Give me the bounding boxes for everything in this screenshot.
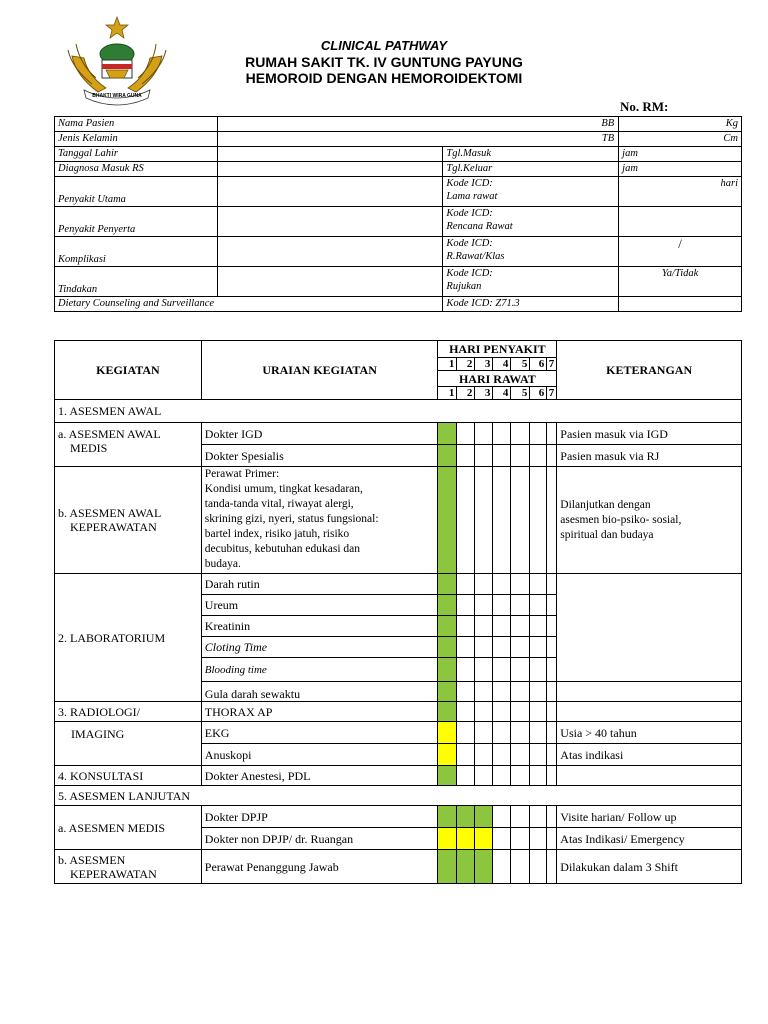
day-cell[interactable] bbox=[530, 744, 547, 766]
label-jam-masuk: jam bbox=[619, 147, 742, 162]
day-cell[interactable] bbox=[511, 616, 530, 637]
day-cell[interactable] bbox=[457, 637, 475, 658]
day-rawat-3: 3 bbox=[475, 387, 493, 400]
uraian-dokter-non-dpjp: Dokter non DPJP/ dr. Ruangan bbox=[201, 828, 438, 850]
day-cell[interactable] bbox=[493, 850, 511, 884]
day-rawat-2: 2 bbox=[457, 387, 475, 400]
ket-ekg: Usia > 40 tahun bbox=[557, 722, 742, 744]
day-cell[interactable] bbox=[475, 744, 493, 766]
uraian-blooding-time: Blooding time bbox=[201, 658, 438, 682]
day-cell[interactable] bbox=[547, 574, 557, 595]
day-cell[interactable] bbox=[493, 682, 511, 702]
day-cell[interactable] bbox=[493, 445, 511, 467]
day-cell[interactable] bbox=[530, 722, 547, 744]
day-cell[interactable] bbox=[547, 467, 557, 574]
day-cell[interactable] bbox=[493, 702, 511, 722]
day-cell[interactable] bbox=[511, 682, 530, 702]
uraian-perawat-primer: Perawat Primer: Kondisi umum, tingkat kesadaran, tanda-tanda vital, riwayat alergi, skrining gizi, nyeri, status fungsional: bartel index, risiko jatuh, risiko decubitus, kebutuhan edukasi dan budaya. bbox=[201, 467, 438, 574]
pathway-table bbox=[54, 340, 742, 884]
day-penyakit-3: 3 bbox=[475, 358, 493, 371]
day-cell[interactable] bbox=[493, 806, 511, 828]
day-cell[interactable] bbox=[475, 595, 493, 616]
day-cell[interactable] bbox=[511, 595, 530, 616]
ket-gula bbox=[557, 682, 742, 702]
day-cell[interactable] bbox=[511, 828, 530, 850]
section-radiologi: 3. RADIOLOGI/ bbox=[55, 702, 202, 722]
unit-kg: Kg bbox=[619, 117, 742, 132]
uraian-dokter-dpjp: Dokter DPJP bbox=[201, 806, 438, 828]
label-lama-rawat: Lama rawat bbox=[446, 191, 498, 202]
pathway-subtitle: HEMOROID DENGAN HEMOROIDEKTOMI bbox=[245, 70, 523, 86]
day-cell[interactable] bbox=[530, 595, 547, 616]
day-cell[interactable] bbox=[530, 574, 547, 595]
label-imaging: IMAGING bbox=[55, 722, 202, 766]
section-laboratorium: 2. LABORATORIUM bbox=[55, 574, 202, 702]
label-diagnosa: Diagnosa Masuk RS bbox=[55, 162, 218, 177]
day-cell[interactable] bbox=[511, 722, 530, 744]
field-diagnosa[interactable] bbox=[217, 162, 443, 177]
day-cell[interactable] bbox=[493, 616, 511, 637]
day-cell[interactable] bbox=[530, 658, 547, 682]
day-cell[interactable] bbox=[547, 595, 557, 616]
ket-perawat-pj: Dilakukan dalam 3 Shift bbox=[557, 850, 742, 884]
day-cell[interactable] bbox=[457, 616, 475, 637]
day-penyakit-2: 2 bbox=[457, 358, 475, 371]
label-kode-icd-4: Kode ICD: bbox=[446, 268, 493, 279]
uraian-gula-darah: Gula darah sewaktu bbox=[201, 682, 438, 702]
field-rawat-klas[interactable]: / bbox=[619, 237, 742, 267]
day-cell[interactable] bbox=[530, 850, 547, 884]
field-penyakit-utama[interactable] bbox=[217, 177, 443, 207]
day-cell[interactable] bbox=[457, 658, 475, 682]
day-cell[interactable] bbox=[457, 766, 475, 786]
day-cell[interactable] bbox=[547, 423, 557, 445]
day-cell[interactable] bbox=[511, 702, 530, 722]
uraian-ureum: Ureum bbox=[201, 595, 438, 616]
day-cell[interactable] bbox=[475, 766, 493, 786]
day-cell[interactable] bbox=[547, 445, 557, 467]
label-kode-icd-5: Kode ICD: Z71.3 bbox=[443, 297, 619, 312]
label-jam-keluar: jam bbox=[619, 162, 742, 177]
ket-rj: Pasien masuk via RJ bbox=[557, 445, 742, 467]
ket-igd: Pasien masuk via IGD bbox=[557, 423, 742, 445]
ket-keperawatan: Dilanjutkan dengan asesmen bio-psiko- sosial, spiritual dan budaya bbox=[557, 467, 742, 574]
day-penyakit-5: 5 bbox=[511, 358, 530, 371]
label-rawat-klas: R.Rawat/Klas bbox=[446, 251, 505, 262]
day-cell[interactable] bbox=[547, 637, 557, 658]
day-cell[interactable] bbox=[457, 595, 475, 616]
ket-non-dpjp: Atas Indikasi/ Emergency bbox=[557, 828, 742, 850]
day-cell[interactable] bbox=[475, 722, 493, 744]
day-cell[interactable] bbox=[530, 445, 547, 467]
ket-laboratorium bbox=[557, 574, 742, 682]
no-rm-label: No. RM: bbox=[620, 99, 669, 114]
day-cell[interactable] bbox=[457, 806, 475, 828]
label-penyakit-utama: Penyakit Utama bbox=[55, 177, 218, 207]
day-cell[interactable] bbox=[547, 658, 557, 682]
label-tgl-keluar: Tgl.Keluar bbox=[443, 162, 619, 177]
day-cell[interactable] bbox=[438, 658, 457, 682]
day-cell[interactable] bbox=[530, 766, 547, 786]
day-cell[interactable] bbox=[457, 850, 475, 884]
label-penyakit-penyerta: Penyakit Penyerta bbox=[55, 207, 218, 237]
day-cell[interactable] bbox=[530, 702, 547, 722]
day-cell[interactable] bbox=[493, 467, 511, 574]
page-title: CLINICAL PATHWAY bbox=[320, 38, 448, 53]
field-rencana-rawat[interactable] bbox=[619, 207, 742, 237]
day-cell[interactable] bbox=[547, 850, 557, 884]
day-cell[interactable] bbox=[493, 828, 511, 850]
day-cell[interactable] bbox=[438, 828, 457, 850]
field-rujukan[interactable]: Ya/Tidak bbox=[619, 267, 742, 297]
day-cell[interactable] bbox=[547, 744, 557, 766]
header-hari-rawat: HARI RAWAT bbox=[438, 371, 557, 387]
label-kode-icd-1: Kode ICD: bbox=[446, 178, 493, 189]
day-cell[interactable] bbox=[511, 445, 530, 467]
day-rawat-6: 6 bbox=[530, 387, 547, 400]
day-cell[interactable] bbox=[511, 574, 530, 595]
uraian-kreatinin: Kreatinin bbox=[201, 616, 438, 637]
day-rawat-7: 7 bbox=[547, 387, 557, 400]
day-cell[interactable] bbox=[475, 702, 493, 722]
day-cell[interactable] bbox=[547, 722, 557, 744]
day-cell[interactable] bbox=[457, 445, 475, 467]
day-cell[interactable] bbox=[457, 828, 475, 850]
uraian-thorax: THORAX AP bbox=[201, 702, 438, 722]
uraian-ekg: EKG bbox=[201, 722, 438, 744]
day-cell[interactable] bbox=[511, 637, 530, 658]
day-cell[interactable] bbox=[438, 682, 457, 702]
day-cell[interactable] bbox=[438, 595, 457, 616]
day-cell[interactable] bbox=[475, 682, 493, 702]
ket-dpjp: Visite harian/ Follow up bbox=[557, 806, 742, 828]
day-cell[interactable] bbox=[530, 682, 547, 702]
uraian-dokter-spesialis: Dokter Spesialis bbox=[201, 445, 438, 467]
day-cell[interactable] bbox=[438, 423, 457, 445]
day-rawat-4: 4 bbox=[493, 387, 511, 400]
day-cell[interactable] bbox=[547, 806, 557, 828]
label-tanggal-lahir: Tanggal Lahir bbox=[55, 147, 218, 162]
hospital-name: RUMAH SAKIT TK. IV GUNTUNG PAYUNG bbox=[245, 54, 523, 70]
patient-info-table bbox=[54, 116, 742, 312]
label-jenis-kelamin: Jenis Kelamin bbox=[55, 132, 218, 147]
day-cell[interactable] bbox=[475, 445, 493, 467]
day-penyakit-6: 6 bbox=[530, 358, 547, 371]
day-cell[interactable] bbox=[475, 423, 493, 445]
day-rawat-1: 1 bbox=[438, 387, 457, 400]
label-tindakan: Tindakan bbox=[55, 267, 218, 297]
day-cell[interactable] bbox=[438, 445, 457, 467]
day-penyakit-7: 7 bbox=[547, 358, 557, 371]
day-cell[interactable] bbox=[438, 722, 457, 744]
day-rawat-5: 5 bbox=[511, 387, 530, 400]
field-penyakit-penyerta[interactable] bbox=[217, 207, 443, 237]
day-cell[interactable] bbox=[530, 423, 547, 445]
uraian-anestesi: Dokter Anestesi, PDL bbox=[201, 766, 438, 786]
label-asesmen-awal-keperawatan: b. ASESMEN AWAL KEPERAWATAN bbox=[55, 467, 202, 574]
day-cell[interactable] bbox=[493, 423, 511, 445]
day-cell[interactable] bbox=[457, 423, 475, 445]
header-kegiatan: KEGIATAN bbox=[55, 341, 202, 400]
day-cell[interactable] bbox=[530, 467, 547, 574]
field-nama-pasien[interactable] bbox=[217, 117, 618, 132]
day-cell[interactable] bbox=[457, 702, 475, 722]
day-cell[interactable] bbox=[530, 616, 547, 637]
day-cell[interactable] bbox=[511, 658, 530, 682]
field-jenis-kelamin[interactable] bbox=[217, 132, 618, 147]
day-cell[interactable] bbox=[511, 766, 530, 786]
day-cell[interactable] bbox=[475, 637, 493, 658]
day-cell[interactable] bbox=[493, 766, 511, 786]
label-kode-icd-2: Kode ICD: bbox=[446, 208, 493, 219]
ket-konsultasi bbox=[557, 766, 742, 786]
day-cell[interactable] bbox=[457, 574, 475, 595]
day-cell[interactable] bbox=[438, 702, 457, 722]
day-cell[interactable] bbox=[493, 595, 511, 616]
label-rencana-rawat: Rencana Rawat bbox=[446, 221, 513, 232]
label-kode-icd-3: Kode ICD: bbox=[446, 238, 493, 249]
header-uraian: URAIAN KEGIATAN bbox=[201, 341, 438, 400]
label-asesmen-awal-medis: a. ASESMEN AWAL MEDIS bbox=[55, 423, 202, 467]
label-nama-pasien: Nama Pasien bbox=[55, 117, 218, 132]
day-cell[interactable] bbox=[457, 744, 475, 766]
label-bb: BB bbox=[601, 118, 615, 129]
day-cell[interactable] bbox=[530, 806, 547, 828]
day-cell[interactable] bbox=[511, 744, 530, 766]
day-cell[interactable] bbox=[547, 828, 557, 850]
day-penyakit-1: 1 bbox=[438, 358, 457, 371]
section-konsultasi: 4. KONSULTASI bbox=[55, 766, 202, 786]
day-cell[interactable] bbox=[511, 423, 530, 445]
day-cell[interactable] bbox=[475, 467, 493, 574]
day-cell[interactable] bbox=[475, 574, 493, 595]
section-asesmen-lanjutan: 5. ASESMEN LANJUTAN bbox=[55, 786, 742, 806]
label-rujukan: Rujukan bbox=[446, 281, 482, 292]
section-asesmen-awal: 1. ASESMEN AWAL bbox=[55, 400, 742, 423]
day-cell[interactable] bbox=[438, 616, 457, 637]
day-cell[interactable] bbox=[457, 722, 475, 744]
field-dietary[interactable] bbox=[619, 297, 742, 312]
day-cell[interactable] bbox=[511, 806, 530, 828]
uraian-darah-rutin: Darah rutin bbox=[201, 574, 438, 595]
day-cell[interactable] bbox=[493, 744, 511, 766]
logo-motto: BHAKTI WIRA GUNA bbox=[92, 93, 142, 99]
field-tanggal-lahir[interactable] bbox=[217, 147, 443, 162]
day-cell[interactable] bbox=[475, 658, 493, 682]
uraian-perawat-pj: Perawat Penanggung Jawab bbox=[201, 850, 438, 884]
day-cell[interactable] bbox=[493, 574, 511, 595]
unit-cm: Cm bbox=[619, 132, 742, 147]
header-keterangan: KETERANGAN bbox=[557, 341, 742, 400]
day-cell[interactable] bbox=[511, 850, 530, 884]
field-tindakan[interactable] bbox=[217, 267, 443, 297]
ket-anuskopi: Atas indikasi bbox=[557, 744, 742, 766]
day-cell[interactable] bbox=[547, 616, 557, 637]
day-cell[interactable] bbox=[511, 467, 530, 574]
day-cell[interactable] bbox=[475, 806, 493, 828]
label-asesmen-medis: a. ASESMEN MEDIS bbox=[55, 806, 202, 850]
label-asesmen-keperawatan: b. ASESMEN KEPERAWATAN bbox=[55, 850, 202, 884]
day-cell[interactable] bbox=[547, 766, 557, 786]
ket-thorax bbox=[557, 702, 742, 722]
day-cell[interactable] bbox=[457, 682, 475, 702]
day-cell[interactable] bbox=[438, 744, 457, 766]
day-cell[interactable] bbox=[457, 467, 475, 574]
day-penyakit-4: 4 bbox=[493, 358, 511, 371]
day-cell[interactable] bbox=[438, 766, 457, 786]
unit-hari: hari bbox=[619, 177, 742, 207]
day-cell[interactable] bbox=[547, 702, 557, 722]
day-cell[interactable] bbox=[438, 850, 457, 884]
day-cell[interactable] bbox=[475, 828, 493, 850]
header-hari-penyakit: HARI PENYAKIT bbox=[438, 341, 557, 358]
day-cell[interactable] bbox=[475, 616, 493, 637]
day-cell[interactable] bbox=[493, 658, 511, 682]
day-cell[interactable] bbox=[438, 637, 457, 658]
uraian-dokter-igd: Dokter IGD bbox=[201, 423, 438, 445]
uraian-cloting-time: Cloting Time bbox=[201, 637, 438, 658]
day-cell[interactable] bbox=[475, 850, 493, 884]
day-cell[interactable] bbox=[547, 682, 557, 702]
label-komplikasi: Komplikasi bbox=[55, 237, 218, 267]
label-dietary: Dietary Counseling and Surveillance bbox=[55, 297, 443, 312]
label-tgl-masuk: Tgl.Masuk bbox=[443, 147, 619, 162]
day-cell[interactable] bbox=[493, 722, 511, 744]
uraian-anuskopi: Anuskopi bbox=[201, 744, 438, 766]
day-cell[interactable] bbox=[530, 828, 547, 850]
day-cell[interactable] bbox=[493, 637, 511, 658]
day-cell[interactable] bbox=[530, 637, 547, 658]
field-komplikasi[interactable] bbox=[217, 237, 443, 267]
day-cell[interactable] bbox=[438, 574, 457, 595]
label-tb: TB bbox=[601, 133, 615, 144]
day-cell[interactable] bbox=[438, 467, 457, 574]
day-cell[interactable] bbox=[438, 806, 457, 828]
